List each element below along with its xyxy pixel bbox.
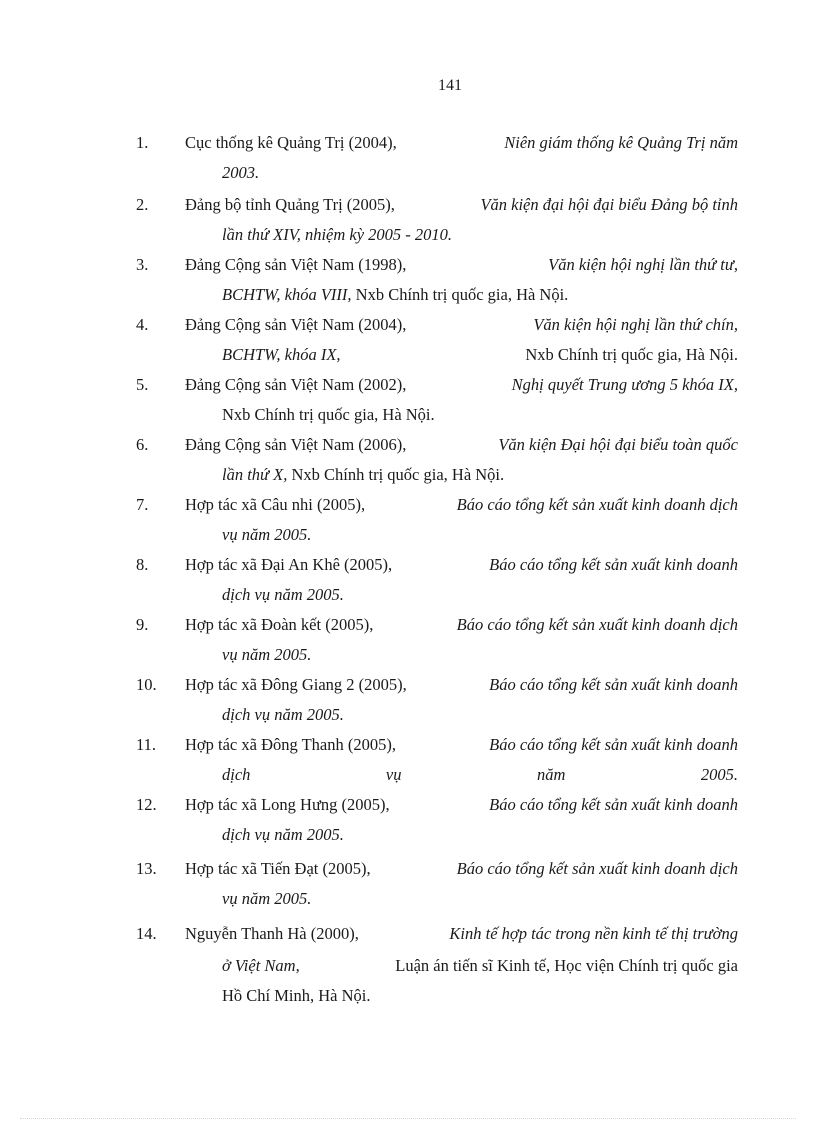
reference-publisher-cont: Hồ Chí Minh, Hà Nội. bbox=[222, 986, 371, 1005]
reference-continuation bbox=[222, 460, 738, 490]
reference-continuation bbox=[222, 981, 738, 1011]
reference-title: Kinh tế hợp tác trong nền kinh tế thị trường bbox=[449, 924, 738, 943]
reference-publisher: Nxb Chính trị quốc gia, Hà Nội. bbox=[291, 465, 505, 484]
reference-title: Văn kiện Đại hội đại biểu toàn quốc bbox=[498, 435, 738, 454]
reference-number: 9. bbox=[136, 615, 149, 634]
reference-continuation bbox=[222, 520, 738, 550]
reference-number: 2. bbox=[136, 195, 149, 214]
reference-continuation bbox=[222, 220, 738, 250]
reference-title-cont: dịch vụ năm 2005. bbox=[222, 585, 344, 604]
reference-continuation bbox=[222, 340, 738, 370]
reference-number: 11. bbox=[136, 735, 157, 754]
reference-continuation bbox=[222, 820, 738, 850]
reference-number: 13. bbox=[136, 859, 157, 878]
reference-title: Văn kiện đại hội đại biểu Đảng bộ tỉnh bbox=[480, 195, 738, 214]
reference-title: Báo cáo tổng kết sản xuất kinh doanh bbox=[489, 675, 738, 694]
reference-line bbox=[185, 190, 738, 220]
reference-line bbox=[185, 550, 738, 580]
reference-author: Đảng Cộng sản Việt Nam (1998), bbox=[185, 255, 407, 274]
reference-line bbox=[185, 370, 738, 400]
reference-title-cont: ở Việt Nam, bbox=[222, 956, 300, 975]
page-number: 141 bbox=[438, 77, 462, 94]
reference-number: 4. bbox=[136, 315, 149, 334]
reference-continuation bbox=[222, 580, 738, 610]
reference-title-cont: 2003. bbox=[222, 163, 260, 182]
reference-title-cont: lần thứ XIV, nhiệm kỳ 2005 - 2010. bbox=[222, 225, 453, 244]
reference-author: Hợp tác xã Đoàn kết (2005), bbox=[185, 615, 374, 634]
reference-author: Đảng Cộng sản Việt Nam (2006), bbox=[185, 435, 407, 454]
reference-title: Văn kiện hội nghị lần thứ chín, bbox=[533, 315, 738, 334]
reference-title: Báo cáo tổng kết sản xuất kinh doanh bbox=[489, 555, 738, 574]
reference-title-cont: lần thứ X, bbox=[222, 465, 288, 484]
reference-title: Báo cáo tổng kết sản xuất kinh doanh dịch bbox=[456, 495, 738, 514]
reference-continuation bbox=[222, 760, 738, 790]
reference-author: Hợp tác xã Câu nhi (2005), bbox=[185, 495, 366, 514]
reference-line bbox=[185, 790, 738, 820]
reference-author: Hợp tác xã Tiến Đạt (2005), bbox=[185, 859, 371, 878]
page-bottom-divider bbox=[20, 1118, 796, 1119]
reference-title: Báo cáo tổng kết sản xuất kinh doanh dịch bbox=[456, 859, 738, 878]
reference-continuation bbox=[222, 700, 738, 730]
reference-title-cont: BCHTW, khóa VIII, bbox=[222, 285, 352, 304]
reference-line bbox=[185, 128, 738, 158]
reference-line bbox=[185, 430, 738, 460]
reference-publisher: Nxb Chính trị quốc gia, Hà Nội. bbox=[355, 285, 569, 304]
reference-title: Báo cáo tổng kết sản xuất kinh doanh bbox=[489, 735, 738, 754]
reference-author: Hợp tác xã Đông Thanh (2005), bbox=[185, 735, 396, 754]
reference-number: 3. bbox=[136, 255, 149, 274]
reference-author: Đảng Cộng sản Việt Nam (2004), bbox=[185, 315, 407, 334]
reference-author: Hợp tác xã Đông Giang 2 (2005), bbox=[185, 675, 407, 694]
reference-title-cont: dịch vụ năm 2005. bbox=[222, 705, 344, 724]
reference-continuation bbox=[222, 884, 738, 914]
reference-number: 6. bbox=[136, 435, 149, 454]
reference-continuation bbox=[222, 158, 738, 188]
reference-author: Hợp tác xã Đại An Khê (2005), bbox=[185, 555, 393, 574]
reference-title-cont: dịch vụ năm 2005. bbox=[222, 825, 344, 844]
reference-title: Niên giám thống kê Quảng Trị năm bbox=[504, 133, 738, 152]
reference-title: Báo cáo tổng kết sản xuất kinh doanh bbox=[489, 795, 738, 814]
reference-title-cont: vụ năm 2005. bbox=[222, 645, 312, 664]
reference-author: Cục thống kê Quảng Trị (2004), bbox=[185, 133, 397, 152]
reference-publisher: Nxb Chính trị quốc gia, Hà Nội. bbox=[222, 405, 435, 424]
reference-number: 8. bbox=[136, 555, 149, 574]
reference-number: 12. bbox=[136, 795, 157, 814]
reference-number: 5. bbox=[136, 375, 149, 394]
reference-number: 7. bbox=[136, 495, 149, 514]
reference-line bbox=[185, 310, 738, 340]
reference-line bbox=[185, 854, 738, 884]
reference-continuation bbox=[222, 640, 738, 670]
reference-number: 14. bbox=[136, 924, 157, 943]
reference-line bbox=[185, 730, 738, 760]
reference-line bbox=[185, 670, 738, 700]
reference-line bbox=[185, 490, 738, 520]
reference-continuation bbox=[222, 280, 738, 310]
reference-title-cont: dịch vụ năm 2005. bbox=[222, 765, 738, 784]
reference-publisher: Luận án tiến sĩ Kinh tế, Học viện Chính trị quốc gia bbox=[395, 956, 738, 975]
reference-line bbox=[185, 919, 738, 949]
reference-number: 10. bbox=[136, 675, 157, 694]
reference-author: Nguyễn Thanh Hà (2000), bbox=[185, 924, 359, 943]
reference-continuation bbox=[222, 951, 738, 981]
reference-author: Hợp tác xã Long Hưng (2005), bbox=[185, 795, 390, 814]
reference-title: Báo cáo tổng kết sản xuất kinh doanh dịch bbox=[456, 615, 738, 634]
reference-author: Đảng bộ tỉnh Quảng Trị (2005), bbox=[185, 195, 395, 214]
reference-publisher: Nxb Chính trị quốc gia, Hà Nội. bbox=[525, 345, 738, 364]
reference-line bbox=[185, 610, 738, 640]
reference-number: 1. bbox=[136, 133, 149, 152]
reference-title-cont: vụ năm 2005. bbox=[222, 889, 312, 908]
reference-continuation bbox=[222, 400, 738, 430]
reference-title-cont: BCHTW, khóa IX, bbox=[222, 345, 341, 364]
reference-title: Nghị quyết Trung ương 5 khóa IX, bbox=[511, 375, 738, 394]
reference-line bbox=[185, 250, 738, 280]
reference-author: Đảng Cộng sản Việt Nam (2002), bbox=[185, 375, 407, 394]
reference-title-cont: vụ năm 2005. bbox=[222, 525, 312, 544]
reference-title: Văn kiện hội nghị lần thứ tư, bbox=[548, 255, 738, 274]
